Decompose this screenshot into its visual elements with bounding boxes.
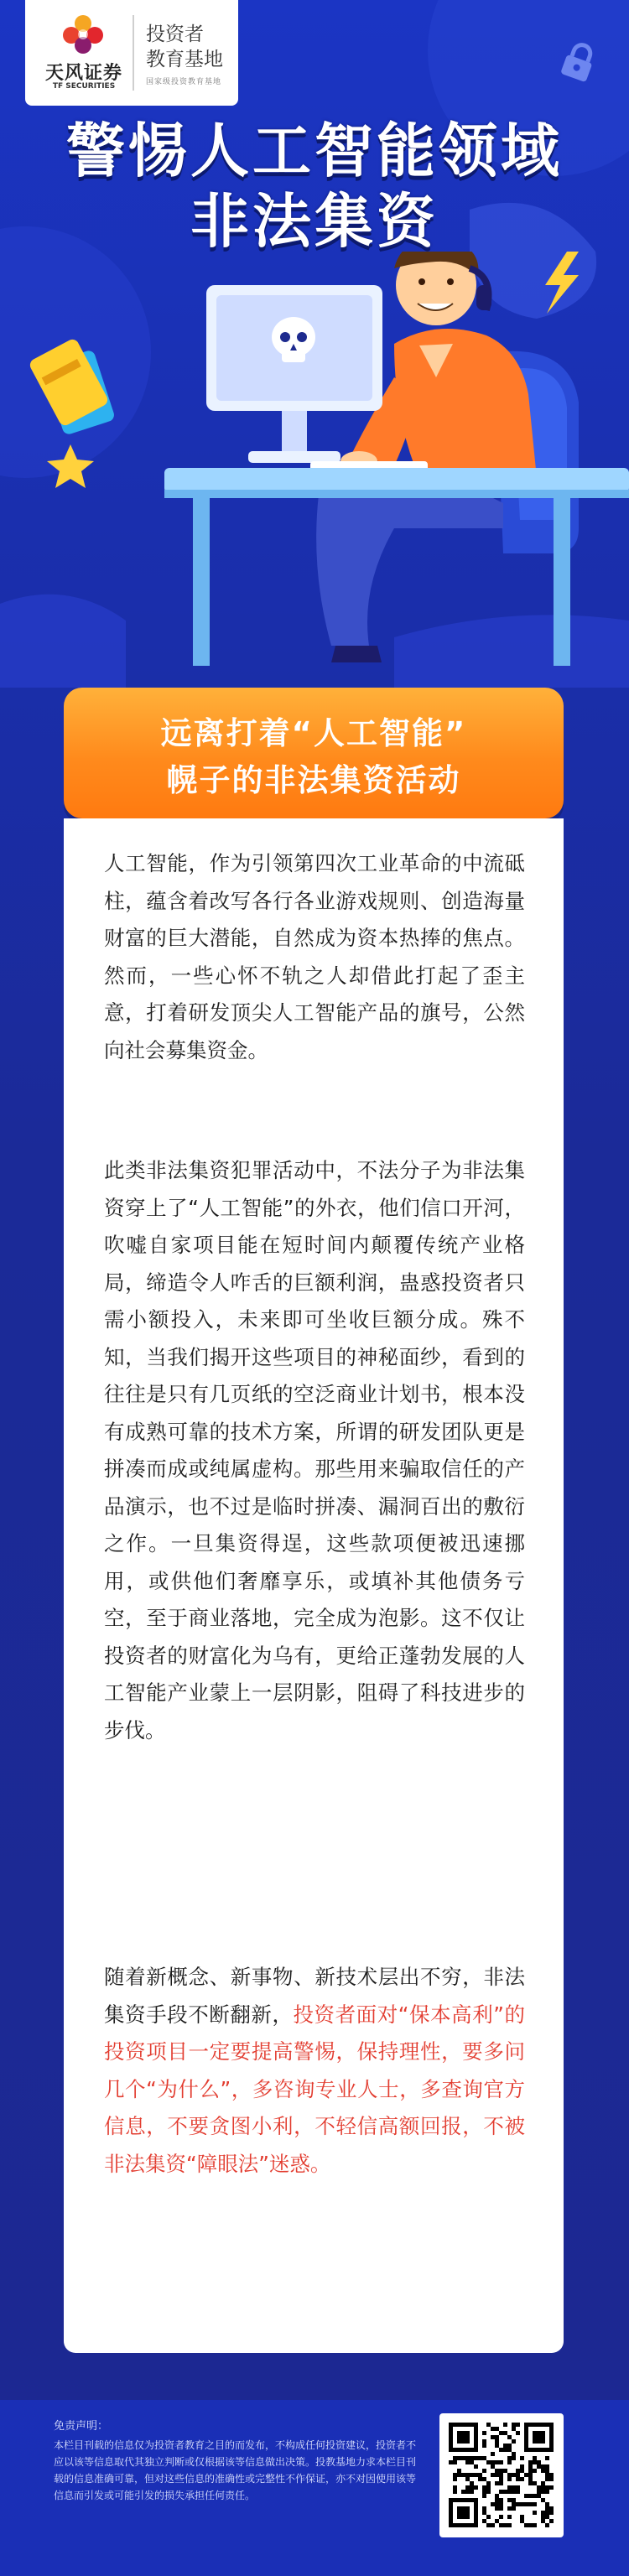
headline-line2: 非法集资: [190, 187, 439, 256]
bank-card-icon: [28, 337, 116, 436]
closing-highlight: 投资者面对“保本高利”的投资项目一定要提高警惕，保持理性，要多问几个“为什么”，多咨询专业人士，多查询官方信息，不要贪图小利，不轻信高额回报，不被非法集资“障眼法”迷惑。: [104, 2002, 525, 2176]
lightning-icon: [545, 252, 579, 314]
headline-line1: 警惕人工智能领域: [66, 117, 563, 185]
tf-securities-logo-icon: [57, 12, 109, 59]
qr-code-pattern: [439, 2413, 564, 2537]
lock-icon: [560, 42, 597, 82]
logo-divider: [133, 15, 134, 91]
paragraph-1: 人工智能，作为引领第四次工业革命的中流砥柱，蕴含着改写各行各业游戏规则、创造海量财富的巨大潜能，自然成为资本热捧的焦点。然而，一些心怀不轨之人却借此打起了歪主意，打着研发顶尖人工智能产品的旗号，公然向社会募集资金。: [104, 851, 525, 1062]
paragraph-2: 此类非法集资犯罪活动中，不法分子为非法集资穿上了“人工智能”的外衣，他们信口开河，吹嘘自家项目能在短时间内颠覆传统产业格局，缔造令人咋舌的巨额利润，蛊惑投资者只需小额投入，未来即可坐收巨额分成。殊不知，当我们揭开这些项目的神秘面纱，看到的往往是只有几页纸的空泛商业计划书，根本没有成熟可靠的技术方案，所谓的研发团队更是拼凑而成或纯属虚构。那些用来骗取信任的产品演示，也不过是临时拼凑、漏洞百出的敷衍之作。一旦集资得逞，这些款项便被迅速挪用，或供他们奢靡享乐，或填补其他债务亏空，至于商业落地，完全成为泡影。这不仅让投资者的财富化为乌有，更给正蓬勃发展的人工智能产业蒙上一层阴影，阻碍了科技进步的步伐。: [104, 1158, 525, 1742]
base-title-line2: 教育基地: [146, 49, 223, 70]
section-banner: [64, 688, 564, 818]
disclaimer-title: 免责声明：: [54, 2420, 109, 2433]
hacker-illustration: [0, 252, 629, 671]
company-name-en: TF SECURITIES: [52, 82, 116, 91]
logo-box: [25, 0, 238, 106]
paragraph-3: [104, 1959, 525, 2183]
content-card: [64, 818, 564, 2353]
section-title-line1: 远离打着“人工智能”: [160, 715, 467, 751]
disclaimer-text: 本栏目刊载的信息仅为投资者教育之目的而发布，不构成任何投资建议，投资者不应以该等信息取代其独立判断或仅根据该等信息做出决策。投教基地力求本栏目刊载的信息准确可靠，但对这些信息的准确性或完整性不作保证，亦不对因使用该等信息而引发或可能引发的损失承担任何责任。: [54, 2439, 417, 2501]
company-name-cn: 天风证券: [44, 63, 122, 84]
base-note: 国家级投资教育基地: [146, 78, 222, 86]
section-title-line2: 幌子的非法集资活动: [166, 762, 461, 798]
base-title-line1: 投资者: [146, 23, 204, 45]
closing-text: 随着新概念、新事物、新技术层出不穷，非法集资手段不断翻新，: [104, 1965, 525, 2027]
star-icon: [47, 444, 94, 488]
qr-code-icon: [439, 2413, 564, 2537]
